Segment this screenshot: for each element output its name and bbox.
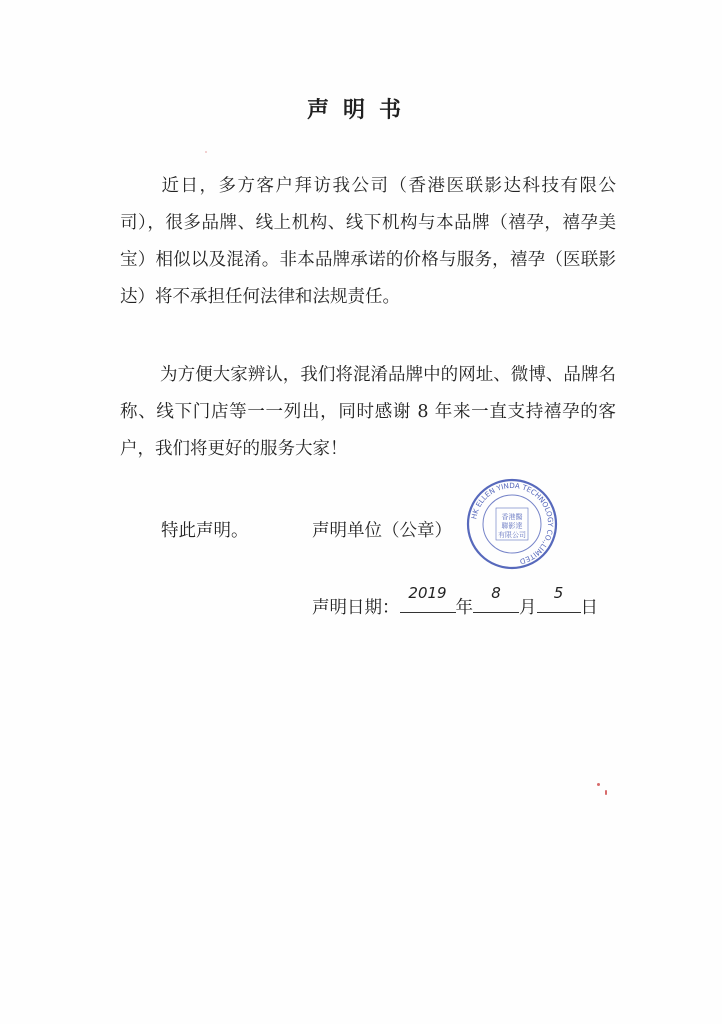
- red-speck: [597, 783, 600, 786]
- paragraph-2: [120, 357, 616, 468]
- paragraph-1-text: 近日，多方客户拜访我公司（香港医联影达科技有限公司），很多品牌、线上机构、线下机构与本品牌（禧孕，禧孕美宝）相似以及混淆。非本品牌承诺的价格与服务，禧孕（医联影达）将不承担任何法律和法规责任。: [120, 176, 616, 307]
- month-handwritten: 8: [491, 584, 501, 602]
- paragraph-2-text: 为方便大家辨认，我们将混淆品牌中的网址、微博、品牌名称、线下门店等一一列出，同时感谢 8 年来一直支持禧孕的客户，我们将更好的服务大家！: [120, 365, 616, 459]
- svg-text:有限公司: 有限公司: [498, 531, 526, 539]
- year-field: [400, 584, 456, 613]
- document-title: 声明书: [306, 97, 415, 123]
- closing-statement: 特此声明。: [161, 521, 249, 541]
- red-speck: [605, 790, 607, 795]
- day-handwritten: 5: [553, 584, 564, 602]
- company-seal: [466, 478, 558, 570]
- month-unit: 月: [519, 598, 537, 618]
- month-field: [473, 584, 519, 613]
- date-row: [312, 584, 598, 619]
- year-handwritten: 2019: [408, 584, 447, 602]
- issuer-label: 声明单位（公章）: [312, 521, 452, 541]
- day-unit: 日: [580, 598, 598, 618]
- seal-ring-text: HK ELLEN YINDA TECHNOLOGY CO.,LIMITED: [469, 480, 556, 567]
- day-field: [537, 584, 581, 613]
- date-label: 声明日期：: [312, 598, 400, 618]
- red-speck: [205, 151, 207, 153]
- paragraph-1: [120, 168, 616, 316]
- svg-text:聯影達: 聯影達: [501, 522, 523, 530]
- svg-text:香港醫: 香港醫: [501, 513, 523, 521]
- year-unit: 年: [455, 598, 473, 618]
